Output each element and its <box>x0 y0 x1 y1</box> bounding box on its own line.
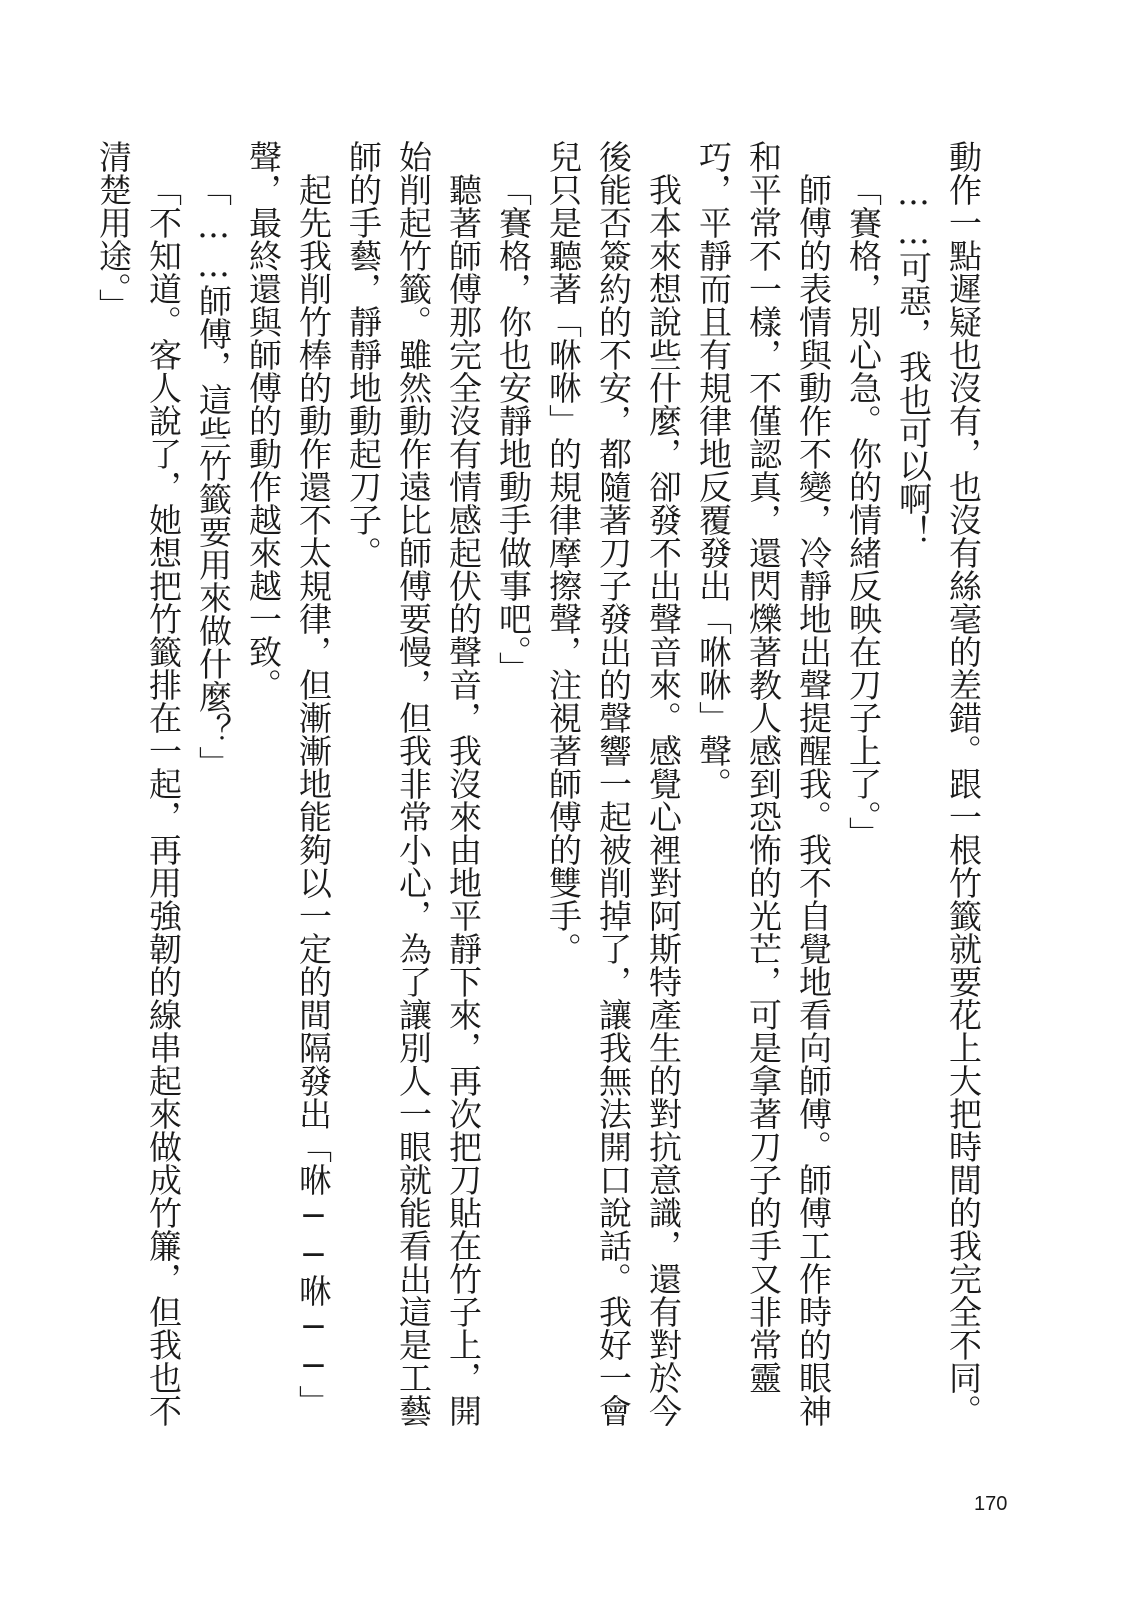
paragraph: 「賽格，別心急。你的情緒反映在刀子上了。」 <box>844 173 883 850</box>
page-number: 170 <box>974 1493 1008 1515</box>
paragraph: 起先我削竹棒的動作還不太規律，但漸漸地能夠以一定的間隔發出「咻──咻──」聲，最終還與師傅的動作越來越一致。 <box>244 140 333 1418</box>
paragraph: 「賽格，你也安靜地動手做事吧。」 <box>494 173 533 685</box>
paragraph: 師傅的表情與動作不變，冷靜地出聲提醒我。我不自覺地看向師傅。師傅工作時的眼神和平常不一樣，不僅認真，還閃爍著教人感到恐怖的光芒，可是拿著刀子的手又非常靈巧，平靜而且有規律地反覆發出「咻咻」聲。 <box>694 140 833 1427</box>
paragraph: 我本來想說些什麼，卻發不出聲音來。感覺心裡對阿斯特產生的對抗意識，還有對於今後能否簽約的不安，都隨著刀子發出的聲響一起被削掉了，讓我無法開口說話。我好一會兒只是聽著「咻咻」的規律摩擦聲，注視著師傅的雙手。 <box>544 140 683 1427</box>
paragraph: 動作一點遲疑也沒有，也沒有絲毫的差錯。跟一根竹籤就要花上大把時間的我完全不同。 <box>944 140 983 1427</box>
vertical-text-body <box>94 140 988 1430</box>
paragraph: 「……師傅，這些竹籤要用來做什麼？」 <box>194 173 233 779</box>
paragraph: 「不知道。客人說了，她想把竹籤排在一起，再用強韌的線串起來做成竹簾，但我也不清楚用途。」 <box>94 140 183 1427</box>
paragraph: ……可惡，我也可以啊！ <box>894 173 933 548</box>
paragraph: 聽著師傅那完全沒有情感起伏的聲音，我沒來由地平靜下來，再次把刀貼在竹子上，開始削起竹籤。雖然動作遠比師傅要慢，但我非常小心，為了讓別人一眼就能看出這是工藝師的手藝，靜靜地動起刀子。 <box>344 140 483 1427</box>
